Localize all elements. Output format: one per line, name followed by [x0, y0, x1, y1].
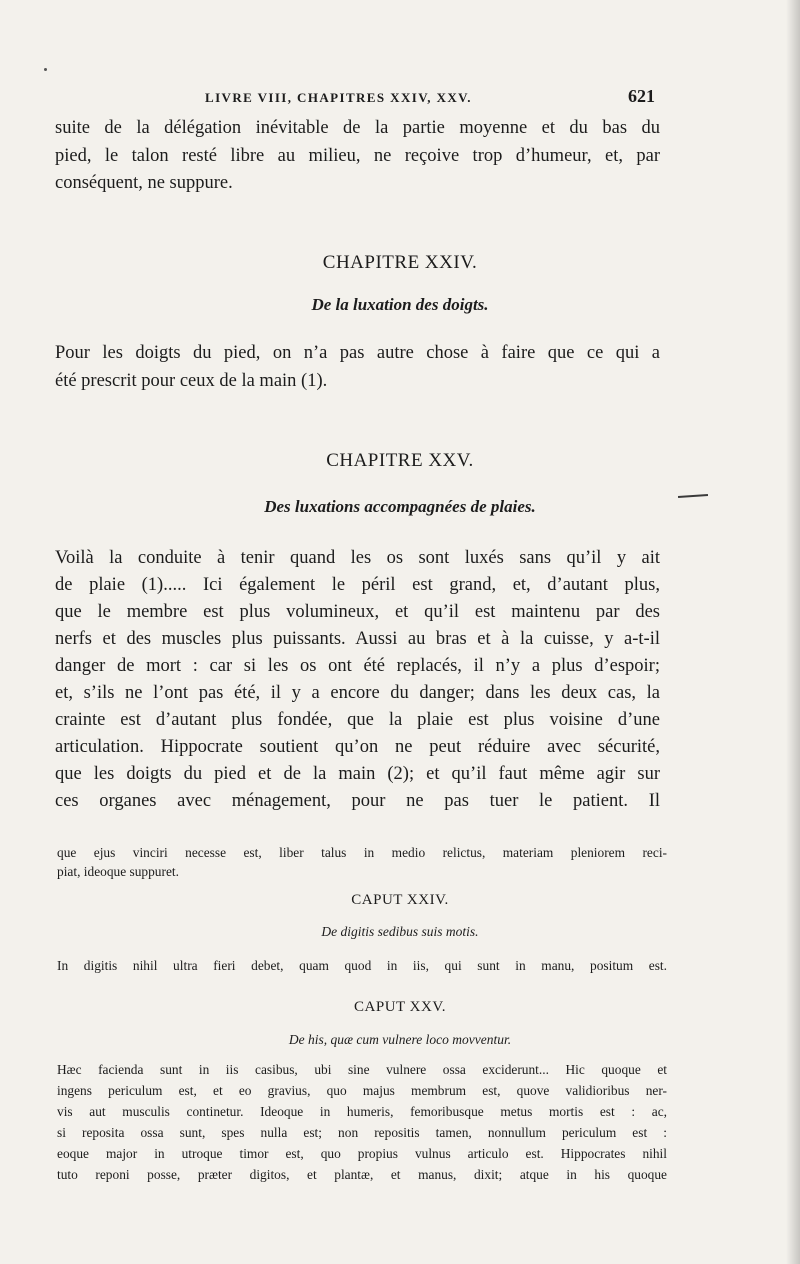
text-line: de plaie (1)..... Ici également le péril est grand, et, d’autant plus, [55, 575, 660, 595]
text-line: crainte est d’autant plus fondée, que la plaie est plus voisine d’une [55, 710, 660, 730]
text-line: été prescrit pour ceux de la main (1). [55, 371, 328, 391]
latin-line: si reposita ossa sunt, spes nulla est; non repositis tamen, nonnullum periculum est : [57, 1125, 667, 1140]
latin-line: vis aut musculis continetur. Ideoque in humeris, femoribusque metus mortis est : ac, [57, 1104, 667, 1119]
text-line: que les doigts du pied et de la main (2); et qu’il faut même agir sur [55, 764, 660, 784]
chapter-title: De la luxation des doigts. [311, 295, 489, 314]
text-line: nerfs et des muscles plus puissants. Aussi au bras et à la cuisse, y a-t-il [55, 629, 660, 649]
text-line: suite de la délégation inévitable de la partie moyenne et du bas du [55, 118, 660, 138]
text-line: Pour les doigts du pied, on n’a pas autre chose à faire que ce qui a [55, 343, 660, 363]
text-line: et, s’ils ne l’ont pas été, il y a encore du danger; dans les deux cas, la [55, 683, 660, 703]
text-line: pied, le talon resté libre au milieu, ne reçoive trop d’humeur, et, par [55, 146, 660, 166]
text-line: articulation. Hippocrate soutient qu’on ne peut réduire avec sécurité, [55, 737, 660, 757]
latin-line: tuto reponi posse, præter digitos, et plantæ, et manus, dixit; atque in his quoque [57, 1167, 667, 1182]
caput-heading: CAPUT XXIV. [351, 892, 449, 908]
caput-title: De his, quæ cum vulnere loco movventur. [288, 1032, 512, 1047]
text-line: que le membre est plus volumineux, et qu’il est maintenu par des [55, 602, 660, 622]
text-line: Voilà la conduite à tenir quand les os sont luxés sans qu’il y ait [55, 548, 660, 568]
caput-title: De digitis sedibus suis motis. [321, 924, 479, 939]
text-line: ces organes avec ménagement, pour ne pas tuer le patient. Il [55, 791, 660, 811]
running-head: LIVRE VIII, CHAPITRES XXIV, XXV. [205, 90, 472, 105]
text-line: conséquent, ne suppure. [55, 173, 233, 193]
ink-speck [44, 68, 47, 71]
latin-line: que ejus vinciri necesse est, liber talus in medio relictus, materiam pleniorem reci- [57, 845, 667, 860]
page-edge-shadow [786, 0, 800, 1264]
chapter-heading: CHAPITRE XXV. [326, 450, 474, 471]
page-number: 621 [628, 86, 655, 106]
chapter-title: Des luxations accompagnées de plaies. [264, 497, 536, 516]
latin-line: eoque major in utroque timor est, quo propius vulnus articulo est. Hippocrates nihil [57, 1146, 667, 1161]
caput-heading: CAPUT XXV. [354, 999, 446, 1015]
latin-line: In digitis nihil ultra fieri debet, quam quod in iis, qui sunt in manu, positum est. [57, 958, 667, 973]
chapter-heading: CHAPITRE XXIV. [322, 252, 478, 273]
latin-line: ingens periculum est, et eo gravius, quo majus membrum est, quove validioribus ner- [57, 1083, 667, 1098]
latin-line: Hæc facienda sunt in iis casibus, ubi sine vulnere ossa exciderunt... Hic quoque et [57, 1062, 667, 1077]
text-line: danger de mort : car si les os ont été replacés, il n’y a plus d’espoir; [55, 656, 660, 676]
latin-line: piat, ideoque suppuret. [57, 864, 179, 879]
